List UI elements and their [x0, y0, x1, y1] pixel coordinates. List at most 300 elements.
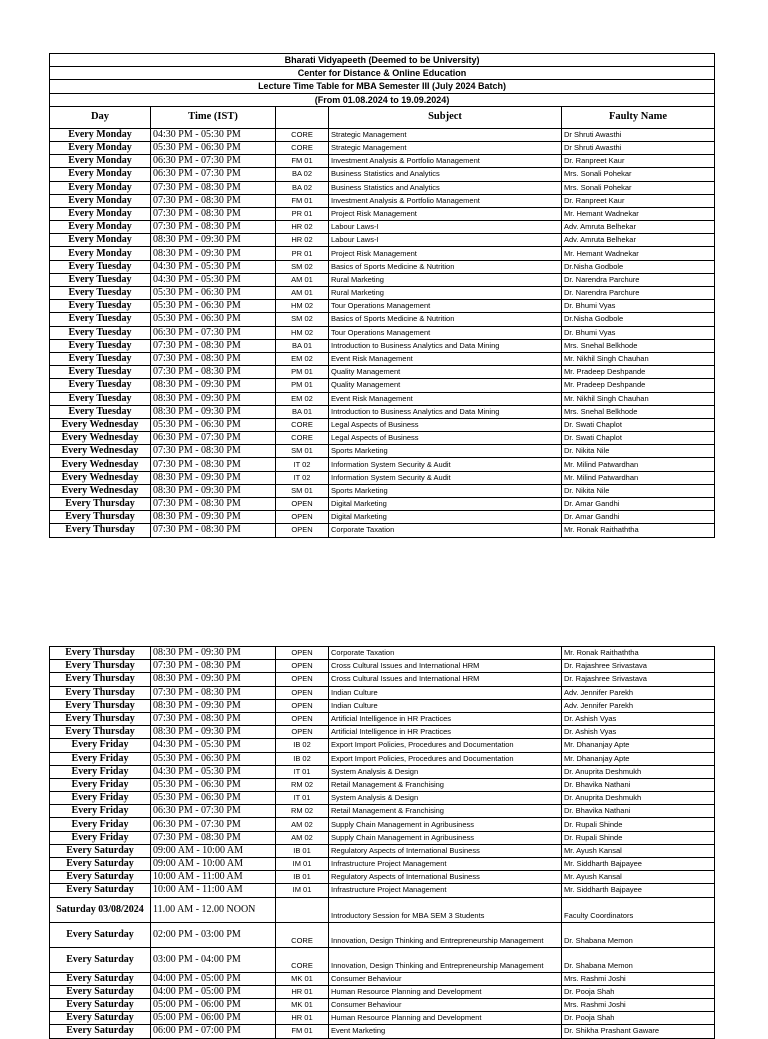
time-cell: 10:00 AM - 11:00 AM [151, 871, 276, 884]
course-code-cell: IM 01 [276, 884, 329, 897]
day-cell: Every Monday [50, 168, 151, 181]
faculty-cell: Dr. Narendra Parchure [562, 287, 715, 300]
faculty-cell: Adv. Jennifer Parekh [562, 686, 715, 699]
day-cell: Every Wednesday [50, 418, 151, 431]
faculty-cell: Mr. Siddharth Bajpayee [562, 858, 715, 871]
course-code-cell: OPEN [276, 673, 329, 686]
column-header-code [276, 106, 329, 128]
time-cell: 02:00 PM - 03:00 PM [151, 922, 276, 947]
time-cell: 07:30 PM - 08:30 PM [151, 194, 276, 207]
faculty-cell: Dr. Rajashree Srivastava [562, 660, 715, 673]
table-row [50, 392, 715, 405]
column-header-time: Time (IST) [151, 106, 276, 128]
time-cell: 06:30 PM - 07:30 PM [151, 155, 276, 168]
day-cell: Every Saturday [50, 985, 151, 998]
subject-cell: Export Import Policies, Procedures and Documentation [329, 739, 562, 752]
subject-cell: Digital Marketing [329, 498, 562, 511]
day-cell: Every Friday [50, 765, 151, 778]
subject-cell: Retail Management & Franchising [329, 778, 562, 791]
time-cell: 08:30 PM - 09:30 PM [151, 699, 276, 712]
faculty-cell: Mrs. Sonali Pohekar [562, 168, 715, 181]
course-code-cell: HR 01 [276, 1012, 329, 1025]
subject-cell: Introduction to Business Analytics and Data Mining [329, 339, 562, 352]
time-cell: 04:30 PM - 05:30 PM [151, 273, 276, 286]
table-row [50, 273, 715, 286]
course-code-cell: BA 01 [276, 405, 329, 418]
center-name: Center for Distance & Online Education [50, 67, 715, 80]
table-row [50, 524, 715, 537]
faculty-cell: Dr. Ashish Vyas [562, 726, 715, 739]
course-code-cell: HM 02 [276, 300, 329, 313]
subject-cell: Business Statistics and Analytics [329, 168, 562, 181]
faculty-cell: Dr. Rajashree Srivastava [562, 673, 715, 686]
table-row [50, 379, 715, 392]
course-code-cell: OPEN [276, 511, 329, 524]
faculty-cell: Mr. Ayush Kansal [562, 844, 715, 857]
subject-cell: Artificial Intelligence in HR Practices [329, 712, 562, 725]
table-row [50, 484, 715, 497]
course-code-cell: EM 02 [276, 352, 329, 365]
table-row [50, 498, 715, 511]
course-code-cell: SM 01 [276, 445, 329, 458]
table-row [50, 947, 715, 972]
table-row [50, 805, 715, 818]
time-cell: 08:30 PM - 09:30 PM [151, 511, 276, 524]
subject-cell: Rural Marketing [329, 273, 562, 286]
table-row [50, 511, 715, 524]
subject-cell: Introductory Session for MBA SEM 3 Students [329, 897, 562, 922]
time-cell: 07:30 PM - 08:30 PM [151, 221, 276, 234]
course-code-cell: RM 02 [276, 805, 329, 818]
date-range: (From 01.08.2024 to 19.09.2024) [50, 93, 715, 106]
subject-cell: Strategic Management [329, 128, 562, 141]
faculty-cell: Mrs. Rashmi Joshi [562, 972, 715, 985]
faculty-cell: Mr. Ayush Kansal [562, 871, 715, 884]
subject-cell: Innovation, Design Thinking and Entrepreneurship Management [329, 922, 562, 947]
time-cell: 07:30 PM - 08:30 PM [151, 339, 276, 352]
subject-cell: Retail Management & Franchising [329, 805, 562, 818]
course-code-cell: SM 02 [276, 313, 329, 326]
table-row [50, 792, 715, 805]
subject-cell: Digital Marketing [329, 511, 562, 524]
course-code-cell: MK 01 [276, 998, 329, 1011]
day-cell: Every Tuesday [50, 405, 151, 418]
subject-cell: Basics of Sports Medicine & Nutrition [329, 313, 562, 326]
table-row [50, 647, 715, 660]
day-cell: Every Thursday [50, 699, 151, 712]
faculty-cell: Mr. Hemant Wadnekar [562, 247, 715, 260]
course-code-cell: OPEN [276, 686, 329, 699]
day-cell: Every Thursday [50, 673, 151, 686]
column-header-day: Day [50, 106, 151, 128]
faculty-cell: Mr. Dhananjay Apte [562, 739, 715, 752]
day-cell: Every Wednesday [50, 432, 151, 445]
faculty-cell: Dr Shruti Awasthi [562, 141, 715, 154]
subject-cell: Introduction to Business Analytics and Data Mining [329, 405, 562, 418]
time-cell: 08:30 PM - 09:30 PM [151, 471, 276, 484]
day-cell: Every Monday [50, 194, 151, 207]
day-cell: Every Friday [50, 805, 151, 818]
subject-cell: Sports Marketing [329, 484, 562, 497]
table-row [50, 458, 715, 471]
subject-cell: Event Marketing [329, 1025, 562, 1038]
day-cell: Every Thursday [50, 712, 151, 725]
time-cell: 05:00 PM - 06:00 PM [151, 1012, 276, 1025]
day-cell: Every Friday [50, 752, 151, 765]
day-cell: Every Wednesday [50, 484, 151, 497]
subject-cell: Sports Marketing [329, 445, 562, 458]
time-cell: 04:00 PM - 05:00 PM [151, 985, 276, 998]
subject-cell: Infrastructure Project Management [329, 884, 562, 897]
time-cell: 07:30 PM - 08:30 PM [151, 524, 276, 537]
course-code-cell: HR 02 [276, 221, 329, 234]
course-code-cell: FM 01 [276, 194, 329, 207]
time-cell: 07:30 PM - 08:30 PM [151, 366, 276, 379]
table-row [50, 221, 715, 234]
time-cell: 05:30 PM - 06:30 PM [151, 287, 276, 300]
day-cell: Every Wednesday [50, 445, 151, 458]
faculty-cell: Faculty Coordinators [562, 897, 715, 922]
time-cell: 06:30 PM - 07:30 PM [151, 818, 276, 831]
faculty-cell: Mr. Dhananjay Apte [562, 752, 715, 765]
course-code-cell: PM 01 [276, 379, 329, 392]
table-row [50, 1025, 715, 1038]
table-row [50, 181, 715, 194]
faculty-cell: Dr. Amar Gandhi [562, 498, 715, 511]
faculty-cell: Dr. Rupali Shinde [562, 818, 715, 831]
faculty-cell: Dr. Ranpreet Kaur [562, 155, 715, 168]
course-code-cell: IB 01 [276, 871, 329, 884]
course-code-cell: SM 02 [276, 260, 329, 273]
day-cell: Every Tuesday [50, 313, 151, 326]
table-row [50, 339, 715, 352]
faculty-cell: Mr. Siddharth Bajpayee [562, 884, 715, 897]
faculty-cell: Mr. Nikhil Singh Chauhan [562, 392, 715, 405]
course-code-cell: FM 01 [276, 155, 329, 168]
day-cell: Every Monday [50, 155, 151, 168]
subject-cell: Supply Chain Management in Agribusiness [329, 818, 562, 831]
course-code-cell: AM 02 [276, 831, 329, 844]
faculty-cell: Mrs. Snehal Belkhode [562, 405, 715, 418]
time-cell: 07:30 PM - 08:30 PM [151, 445, 276, 458]
time-cell: 07:30 PM - 08:30 PM [151, 498, 276, 511]
time-cell: 05:30 PM - 06:30 PM [151, 778, 276, 791]
time-cell: 11.00 AM - 12.00 NOON [151, 897, 276, 922]
table-row [50, 326, 715, 339]
faculty-cell: Mrs. Snehal Belkhode [562, 339, 715, 352]
time-cell: 10:00 AM - 11:00 AM [151, 884, 276, 897]
time-cell: 05:30 PM - 06:30 PM [151, 313, 276, 326]
course-code-cell: CORE [276, 128, 329, 141]
time-cell: 08:30 PM - 09:30 PM [151, 234, 276, 247]
day-cell: Every Wednesday [50, 471, 151, 484]
subject-cell: Human Resource Planning and Development [329, 1012, 562, 1025]
time-cell: 08:30 PM - 09:30 PM [151, 647, 276, 660]
table-row [50, 247, 715, 260]
table-row [50, 844, 715, 857]
day-cell: Every Tuesday [50, 326, 151, 339]
subject-cell: Event Risk Management [329, 352, 562, 365]
faculty-cell: Dr.Nisha Godbole [562, 313, 715, 326]
time-cell: 06:30 PM - 07:30 PM [151, 168, 276, 181]
faculty-cell: Dr. Rupali Shinde [562, 831, 715, 844]
table-row [50, 660, 715, 673]
faculty-cell: Dr. Shikha Prashant Gaware [562, 1025, 715, 1038]
subject-cell: Project Risk Management [329, 247, 562, 260]
course-code-cell: OPEN [276, 699, 329, 712]
table-row [50, 712, 715, 725]
table-row [50, 445, 715, 458]
time-cell: 07:30 PM - 08:30 PM [151, 352, 276, 365]
time-cell: 08:30 PM - 09:30 PM [151, 673, 276, 686]
day-cell: Every Tuesday [50, 300, 151, 313]
course-code-cell: IM 01 [276, 858, 329, 871]
table-row [50, 884, 715, 897]
university-name: Bharati Vidyapeeth (Deemed to be University) [50, 54, 715, 67]
subject-cell: Legal Aspects of Business [329, 418, 562, 431]
day-cell: Every Thursday [50, 647, 151, 660]
course-code-cell: OPEN [276, 660, 329, 673]
faculty-cell: Dr. Anuprita Deshmukh [562, 792, 715, 805]
time-cell: 07:30 PM - 08:30 PM [151, 712, 276, 725]
course-code-cell: BA 02 [276, 168, 329, 181]
course-code-cell: CORE [276, 947, 329, 972]
day-cell: Every Tuesday [50, 352, 151, 365]
subject-cell: Strategic Management [329, 141, 562, 154]
day-cell: Every Friday [50, 831, 151, 844]
faculty-cell: Mrs. Sonali Pohekar [562, 181, 715, 194]
time-cell: 09:00 AM - 10:00 AM [151, 844, 276, 857]
day-cell: Every Tuesday [50, 273, 151, 286]
table-row [50, 972, 715, 985]
table-row [50, 726, 715, 739]
day-cell: Every Saturday [50, 947, 151, 972]
table-row [50, 673, 715, 686]
course-code-cell: HM 02 [276, 326, 329, 339]
time-cell: 07:30 PM - 08:30 PM [151, 660, 276, 673]
subject-cell: Export Import Policies, Procedures and Documentation [329, 752, 562, 765]
faculty-cell: Mr. Ronak Raithaththa [562, 524, 715, 537]
course-code-cell: IT 01 [276, 765, 329, 778]
table-row [50, 998, 715, 1011]
time-cell: 09:00 AM - 10:00 AM [151, 858, 276, 871]
faculty-cell: Dr. Bhavika Nathani [562, 778, 715, 791]
subject-cell: Cross Cultural Issues and International HRM [329, 673, 562, 686]
day-cell: Every Friday [50, 739, 151, 752]
subject-cell: Cross Cultural Issues and International HRM [329, 660, 562, 673]
faculty-cell: Dr Shruti Awasthi [562, 128, 715, 141]
day-cell: Every Saturday [50, 884, 151, 897]
subject-cell: Indian Culture [329, 686, 562, 699]
faculty-cell: Dr. Bhavika Nathani [562, 805, 715, 818]
day-cell: Every Monday [50, 128, 151, 141]
subject-cell: Information System Security & Audit [329, 471, 562, 484]
day-cell: Every Thursday [50, 524, 151, 537]
faculty-cell: Mr. Pradeep Deshpande [562, 366, 715, 379]
day-cell: Every Saturday [50, 998, 151, 1011]
time-cell: 04:30 PM - 05:30 PM [151, 765, 276, 778]
time-cell: 05:30 PM - 06:30 PM [151, 752, 276, 765]
table-row [50, 858, 715, 871]
day-cell: Every Saturday [50, 858, 151, 871]
table-row [50, 1012, 715, 1025]
course-code-cell: OPEN [276, 524, 329, 537]
time-cell: 08:30 PM - 09:30 PM [151, 379, 276, 392]
table-row [50, 897, 715, 922]
subject-cell: Corporate Taxation [329, 647, 562, 660]
table-row [50, 699, 715, 712]
faculty-cell: Dr. Pooja Shah [562, 985, 715, 998]
time-cell: 08:30 PM - 09:30 PM [151, 247, 276, 260]
day-cell: Every Saturday [50, 972, 151, 985]
course-code-cell: BA 02 [276, 181, 329, 194]
course-code-cell: IB 01 [276, 844, 329, 857]
subject-cell: Labour Laws-I [329, 234, 562, 247]
day-cell: Every Thursday [50, 511, 151, 524]
faculty-cell: Mr. Milind Patwardhan [562, 458, 715, 471]
subject-cell: Infrastructure Project Management [329, 858, 562, 871]
day-cell: Every Tuesday [50, 392, 151, 405]
time-cell: 05:30 PM - 06:30 PM [151, 141, 276, 154]
day-cell: Every Wednesday [50, 458, 151, 471]
faculty-cell: Adv. Jennifer Parekh [562, 699, 715, 712]
subject-cell: Legal Aspects of Business [329, 432, 562, 445]
faculty-cell: Dr. Narendra Parchure [562, 273, 715, 286]
faculty-cell: Dr. Bhumi Vyas [562, 326, 715, 339]
faculty-cell: Mr. Milind Patwardhan [562, 471, 715, 484]
time-cell: 07:30 PM - 08:30 PM [151, 207, 276, 220]
subject-cell: Regulatory Aspects of International Business [329, 871, 562, 884]
faculty-cell: Adv. Amruta Belhekar [562, 221, 715, 234]
table-row [50, 739, 715, 752]
table-row [50, 300, 715, 313]
time-cell: 07:30 PM - 08:30 PM [151, 181, 276, 194]
faculty-cell: Dr. Nikita Nile [562, 484, 715, 497]
subject-cell: Human Resource Planning and Development [329, 985, 562, 998]
subject-cell: System Analysis & Design [329, 792, 562, 805]
time-cell: 08:30 PM - 09:30 PM [151, 392, 276, 405]
course-code-cell: OPEN [276, 726, 329, 739]
time-cell: 07:30 PM - 08:30 PM [151, 458, 276, 471]
faculty-cell: Dr. Pooja Shah [562, 1012, 715, 1025]
day-cell: Every Thursday [50, 498, 151, 511]
faculty-cell: Dr. Amar Gandhi [562, 511, 715, 524]
course-code-cell: IT 02 [276, 458, 329, 471]
faculty-cell: Dr. Ashish Vyas [562, 712, 715, 725]
course-code-cell: AM 02 [276, 818, 329, 831]
time-cell: 07:30 PM - 08:30 PM [151, 686, 276, 699]
table-row [50, 818, 715, 831]
table-row [50, 765, 715, 778]
table-row [50, 922, 715, 947]
course-code-cell: PM 01 [276, 366, 329, 379]
subject-cell: Corporate Taxation [329, 524, 562, 537]
subject-cell: Consumer Behaviour [329, 998, 562, 1011]
time-cell: 04:00 PM - 05:00 PM [151, 972, 276, 985]
faculty-cell: Mr. Hemant Wadnekar [562, 207, 715, 220]
timetable-page-1 [49, 53, 715, 538]
day-cell: Every Monday [50, 141, 151, 154]
course-code-cell: EM 02 [276, 392, 329, 405]
course-code-cell [276, 897, 329, 922]
subject-cell: Tour Operations Management [329, 326, 562, 339]
course-code-cell: OPEN [276, 498, 329, 511]
faculty-cell: Dr.Nisha Godbole [562, 260, 715, 273]
day-cell: Every Friday [50, 778, 151, 791]
time-cell: 06:30 PM - 07:30 PM [151, 326, 276, 339]
subject-cell: Quality Management [329, 379, 562, 392]
subject-cell: Regulatory Aspects of International Business [329, 844, 562, 857]
course-code-cell: IT 01 [276, 792, 329, 805]
table-row [50, 194, 715, 207]
day-cell: Every Monday [50, 221, 151, 234]
time-cell: 04:30 PM - 05:30 PM [151, 260, 276, 273]
table-row [50, 418, 715, 431]
subject-cell: Supply Chain Management in Agribusiness [329, 831, 562, 844]
column-header-faculty: Faulty Name [562, 106, 715, 128]
subject-cell: Artificial Intelligence in HR Practices [329, 726, 562, 739]
day-cell: Every Saturday [50, 1012, 151, 1025]
subject-cell: Innovation, Design Thinking and Entrepreneurship Management [329, 947, 562, 972]
table-row [50, 405, 715, 418]
faculty-cell: Mr. Nikhil Singh Chauhan [562, 352, 715, 365]
faculty-cell: Dr. Shabana Memon [562, 947, 715, 972]
time-cell: 08:30 PM - 09:30 PM [151, 484, 276, 497]
time-cell: 05:30 PM - 06:30 PM [151, 418, 276, 431]
course-code-cell: FM 01 [276, 1025, 329, 1038]
course-code-cell: RM 02 [276, 778, 329, 791]
faculty-cell: Dr. Swati Chaplot [562, 418, 715, 431]
course-code-cell: SM 01 [276, 484, 329, 497]
faculty-cell: Dr. Anuprita Deshmukh [562, 765, 715, 778]
table-row [50, 366, 715, 379]
table-row [50, 287, 715, 300]
subject-cell: Information System Security & Audit [329, 458, 562, 471]
day-cell: Every Tuesday [50, 339, 151, 352]
subject-cell: Project Risk Management [329, 207, 562, 220]
column-header-subject: Subject [329, 106, 562, 128]
table-row [50, 168, 715, 181]
time-cell: 04:30 PM - 05:30 PM [151, 739, 276, 752]
course-code-cell: PR 01 [276, 247, 329, 260]
day-cell: Every Tuesday [50, 260, 151, 273]
day-cell: Every Monday [50, 234, 151, 247]
table-row [50, 985, 715, 998]
day-cell: Every Monday [50, 247, 151, 260]
table-row [50, 234, 715, 247]
time-cell: 08:30 PM - 09:30 PM [151, 405, 276, 418]
day-cell: Every Tuesday [50, 379, 151, 392]
day-cell: Every Friday [50, 792, 151, 805]
time-cell: 03:00 PM - 04:00 PM [151, 947, 276, 972]
faculty-cell: Mr. Ronak Raithaththa [562, 647, 715, 660]
time-cell: 07:30 PM - 08:30 PM [151, 831, 276, 844]
subject-cell: Indian Culture [329, 699, 562, 712]
table-row [50, 155, 715, 168]
course-code-cell: CORE [276, 922, 329, 947]
subject-cell: Tour Operations Management [329, 300, 562, 313]
course-code-cell: MK 01 [276, 972, 329, 985]
day-cell: Every Saturday [50, 871, 151, 884]
faculty-cell: Mrs. Rashmi Joshi [562, 998, 715, 1011]
subject-cell: Basics of Sports Medicine & Nutrition [329, 260, 562, 273]
course-code-cell: PR 01 [276, 207, 329, 220]
day-cell: Every Thursday [50, 660, 151, 673]
course-code-cell: AM 01 [276, 287, 329, 300]
table-row [50, 752, 715, 765]
time-cell: 05:30 PM - 06:30 PM [151, 792, 276, 805]
course-code-cell: OPEN [276, 647, 329, 660]
